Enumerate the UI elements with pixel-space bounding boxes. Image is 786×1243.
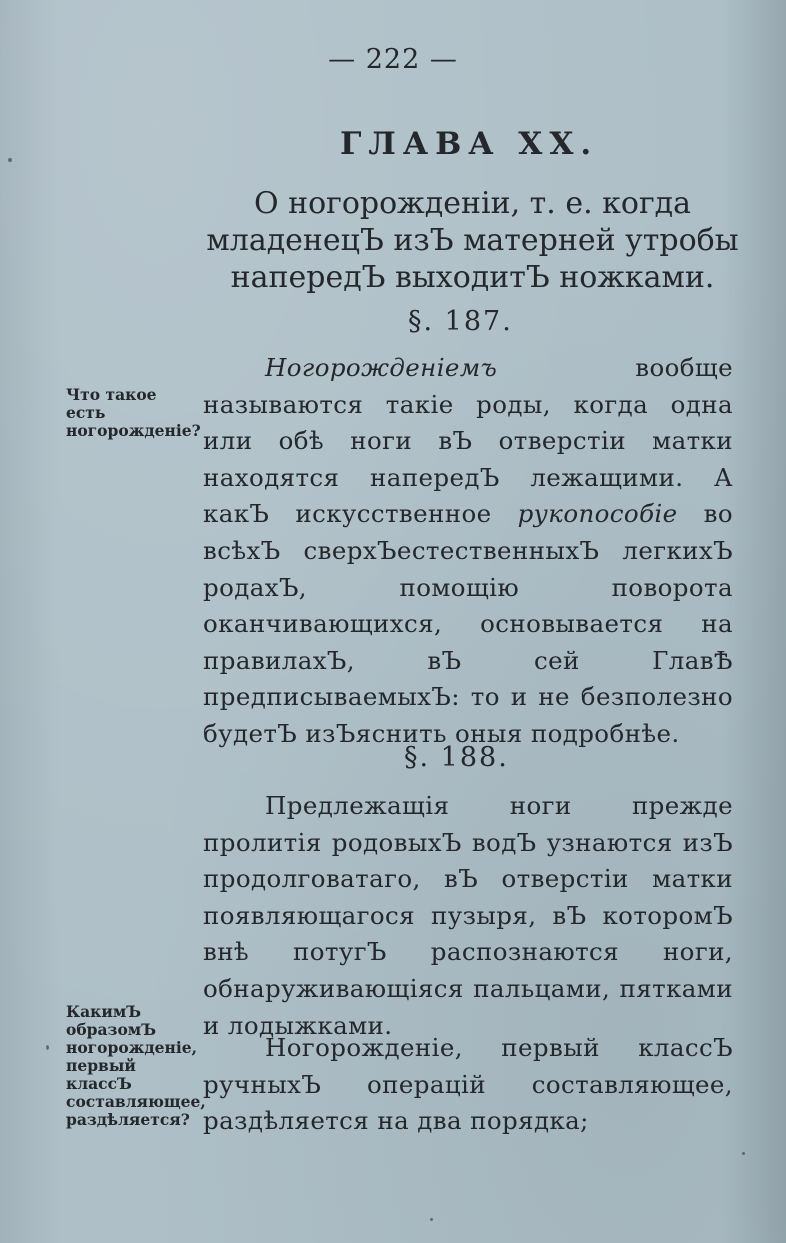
paper-speck bbox=[430, 1218, 433, 1221]
paper-speck bbox=[742, 1152, 745, 1155]
chapter-title: ГЛАВА XX. bbox=[340, 126, 599, 162]
paper-speck bbox=[8, 158, 12, 162]
paragraph-187-italic: рукопособіе bbox=[517, 499, 678, 529]
paragraph-187-text: вообще называются такіе роды, когда одна или обѣ ноги вЪ отверстіи матки находятся напередЪ лежащими. А какЪ искусственное bbox=[203, 353, 733, 529]
margin-note-188: КакимЪ образомЪ ногорожденіе, первый классЪ составляющее, раздѣляется? bbox=[66, 1002, 206, 1129]
paragraph-187-lead: Ногорожденiемъ bbox=[265, 353, 498, 382]
paragraph-188-2: Ногорожденіе, первый классЪ ручныхЪ операцій составляющее, раздѣляется на два порядка; bbox=[203, 1033, 733, 1136]
section-heading-187: §. 187. bbox=[408, 306, 513, 337]
paragraph-188-1: Предлежащія ноги прежде пролитія родовыхЪ водЪ узнаются изЪ продолговатаго, вЪ отверстіи матки появляющагося пузыря, вЪ которомЪ внѣ потугЪ распознаются ноги, обнаруживающіяся пальцами, пятками и лодыжками. bbox=[203, 791, 733, 1040]
page-number: — 222 — bbox=[328, 44, 458, 75]
paragraph-187 bbox=[203, 350, 733, 753]
paper-speck bbox=[46, 1045, 49, 1050]
chapter-subtitle: О ногорожденіи, т. е. когда младенецЪ изЪ матерней утробы напередЪ выходитЪ ножками. bbox=[206, 186, 739, 295]
section-heading-188: §. 188. bbox=[404, 742, 509, 773]
margin-note-187: Что такое есть ногорожденіе? bbox=[66, 385, 201, 440]
paragraph-187-end: во всѣхЪ сверхЪестественныхЪ легкихЪ родахЪ, помощію поворота оканчивающихся, основывается на правилахЪ, вЪ сей ГлавѢ предписываемыхЪ: то и не безполезно будетЪ изЪяснить оныя подробнѣе. bbox=[203, 499, 733, 748]
